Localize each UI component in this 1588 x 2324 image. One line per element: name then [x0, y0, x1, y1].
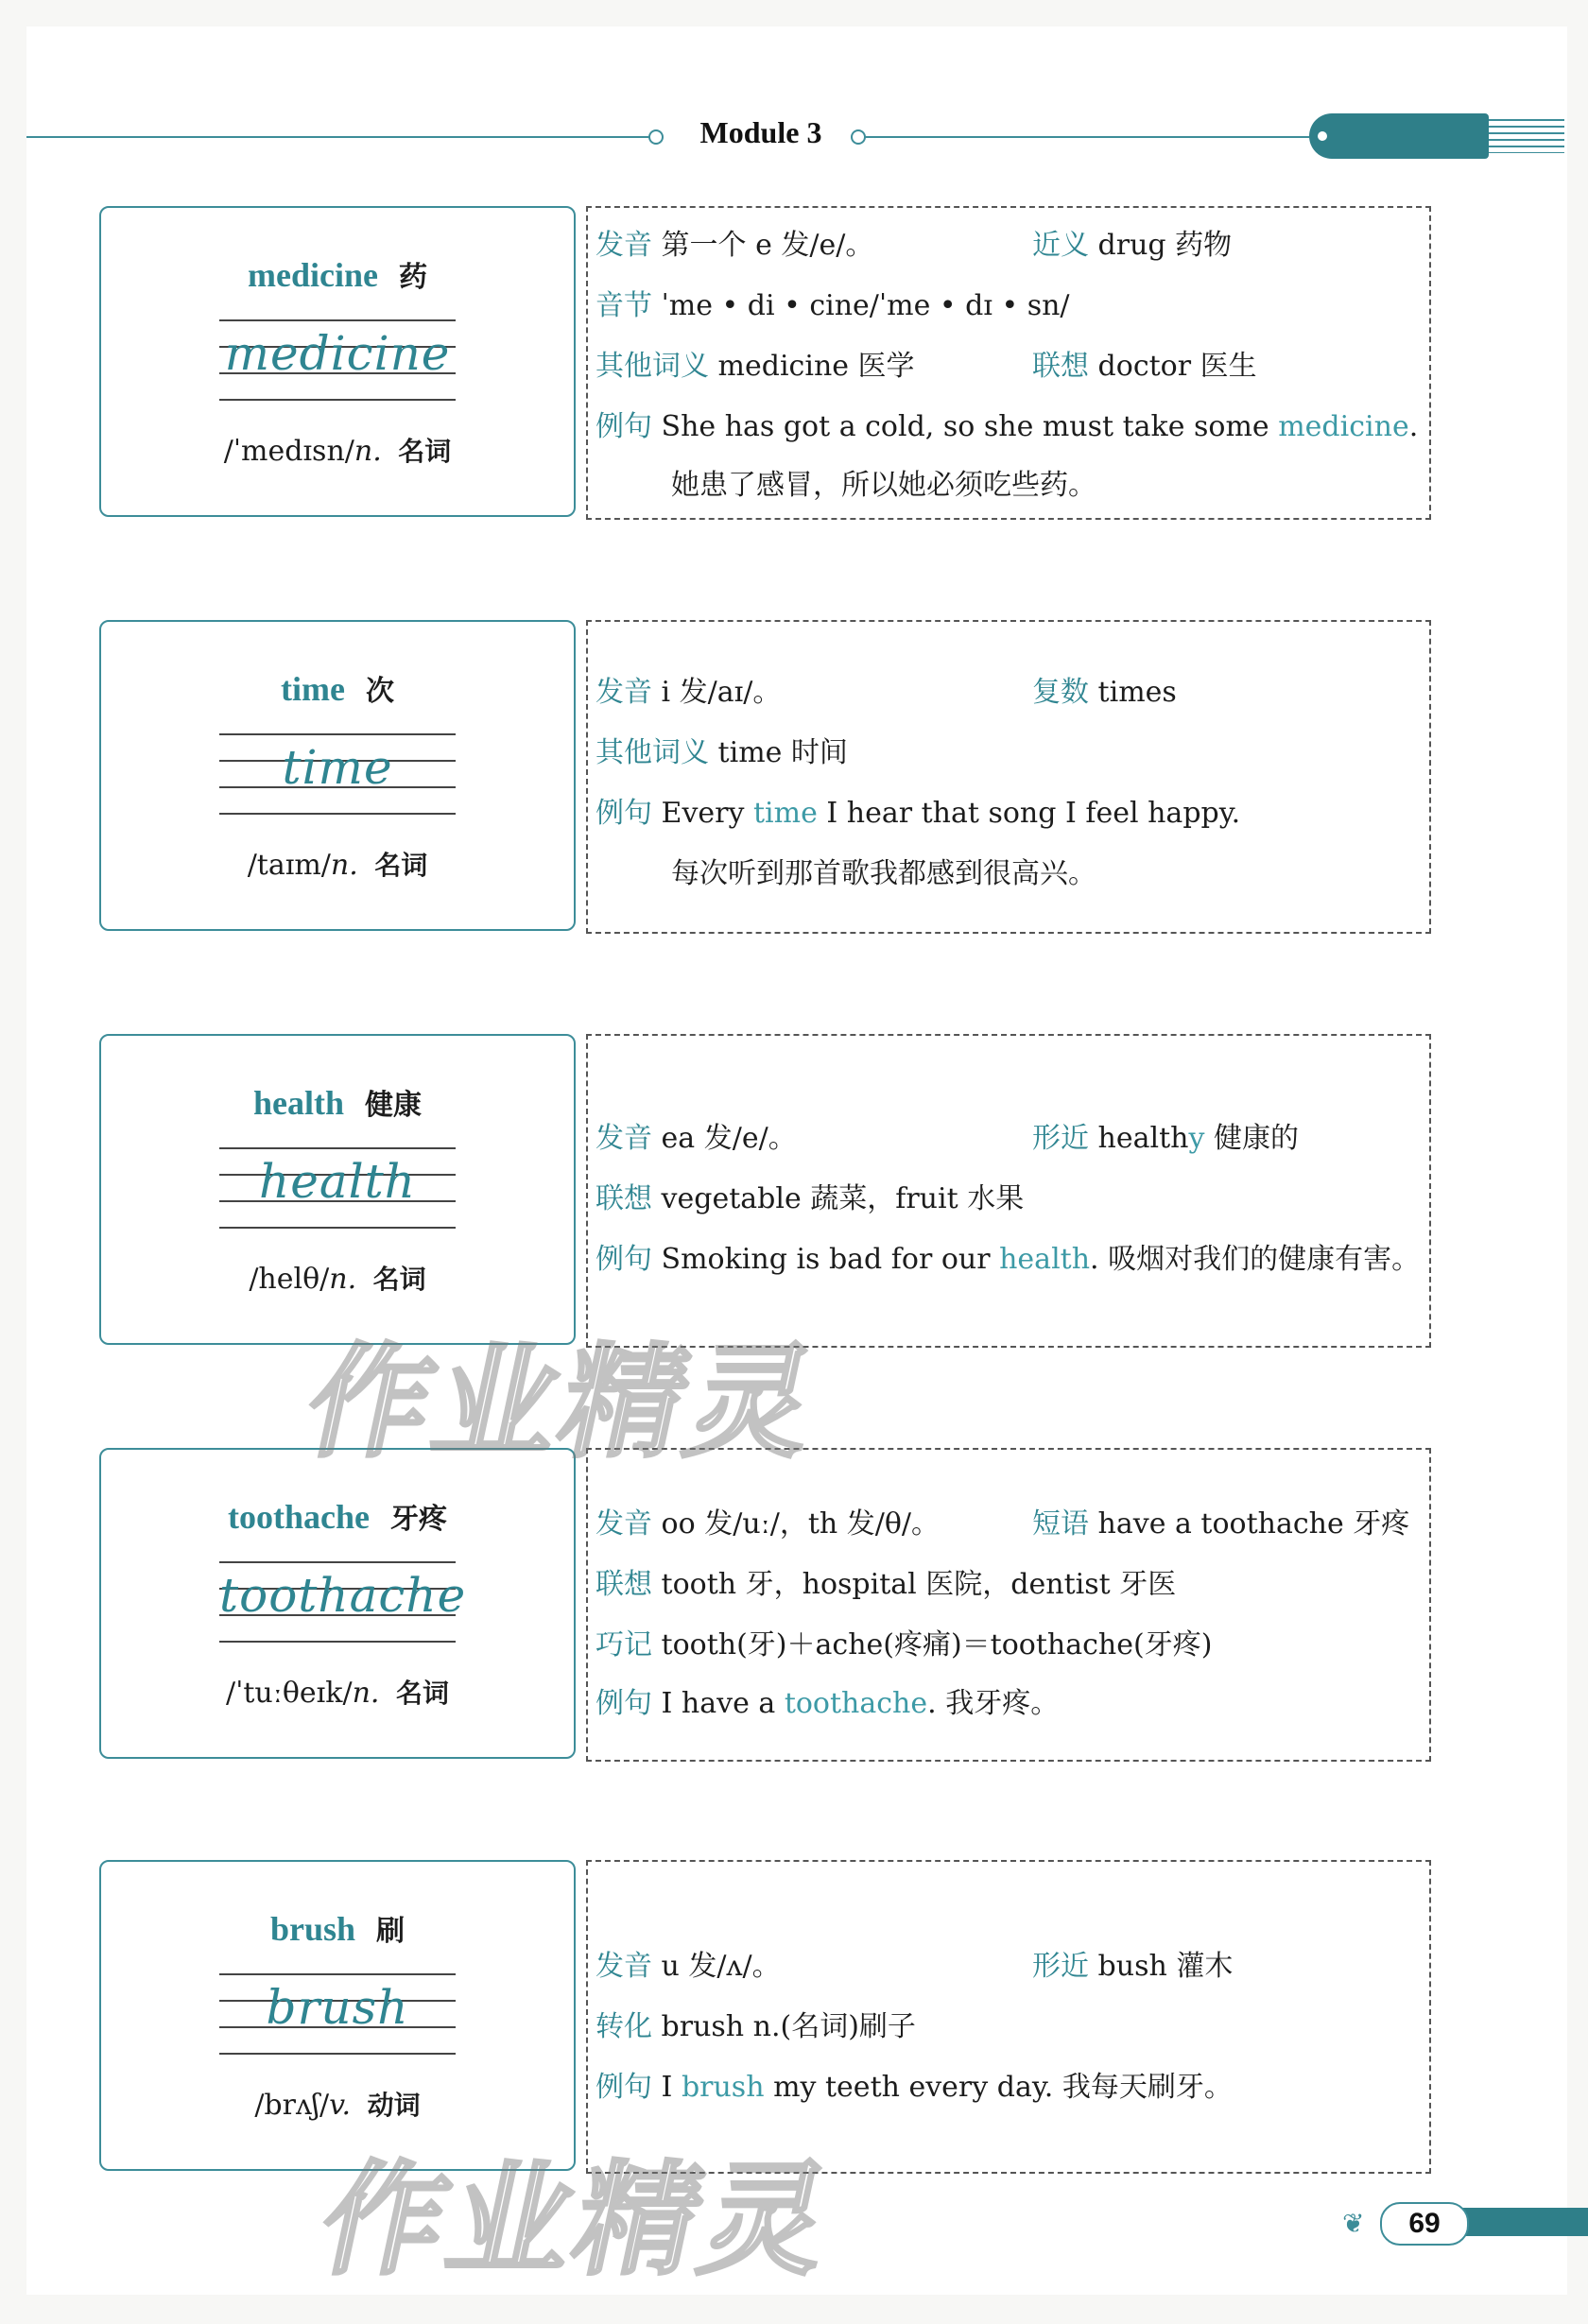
handwriting-lines [219, 733, 456, 813]
detail-row [596, 2069, 1233, 2107]
detail-label: 其他词义 [596, 350, 709, 383]
translation-text: 每次听到那首歌我都感到很高兴。 [671, 857, 1096, 890]
detail-text: times [1097, 676, 1177, 709]
headword-meaning: 牙疼 [389, 1503, 447, 1536]
word-card [99, 1448, 576, 1759]
detail-text: drug 药物 [1097, 229, 1233, 262]
headword: time [281, 670, 345, 708]
part-of-speech: n. [354, 435, 382, 468]
card-heading [101, 667, 574, 709]
detail-row [596, 408, 1418, 446]
detail-label: 例句 [596, 1243, 652, 1276]
example-translation [671, 467, 1096, 505]
detail-text-pre: Smoking is bad for our [661, 1243, 1000, 1276]
detail-text-post: I hear that song I feel happy. [817, 797, 1241, 830]
phonetic: /taɪm/ [247, 849, 331, 882]
detail-text: tooth(牙)＋ache(疼痛)＝toothache(牙疼) [661, 1628, 1213, 1661]
detail-label: 短语 [1032, 1507, 1089, 1541]
headword-meaning: 药 [398, 261, 427, 294]
header-rule-left [26, 136, 660, 138]
detail-text: oo 发/uː/，th 发/θ/。 [661, 1507, 941, 1541]
detail-row [596, 674, 781, 712]
detail-text-post: . [1408, 410, 1419, 443]
detail-label: 近义 [1032, 229, 1089, 262]
detail-box [586, 1034, 1431, 1348]
detail-row [596, 287, 1070, 325]
detail-label: 例句 [596, 1687, 652, 1720]
detail-text: brush n.(名词)刷子 [661, 2010, 916, 2043]
headword: medicine [248, 256, 378, 294]
detail-text-post: . 吸烟对我们的健康有害。 [1090, 1243, 1421, 1276]
header-rule-right [865, 136, 1309, 138]
header-tab-dot [1318, 131, 1327, 141]
detail-box [586, 620, 1431, 934]
handwriting-lines [219, 1147, 456, 1227]
detail-label: 例句 [596, 797, 652, 830]
handwritten-word: toothache [219, 1568, 467, 1623]
handwriting-lines [219, 319, 456, 399]
detail-text-post: my teeth every day. 我每天刷牙。 [764, 2071, 1233, 2104]
detail-row [596, 2008, 916, 2046]
card-heading [101, 253, 574, 295]
header-tab [1309, 113, 1489, 159]
detail-text: ea 发/e/。 [661, 1122, 797, 1155]
phonetic-line [101, 1259, 574, 1297]
detail-box [586, 206, 1431, 520]
detail-label: 音节 [596, 289, 652, 322]
detail-label: 发音 [596, 1507, 652, 1541]
detail-text: have a toothache 牙疼 [1097, 1507, 1410, 1541]
handwriting-lines [219, 1973, 456, 2053]
detail-text: bush 灌木 [1097, 1950, 1234, 1983]
translation-text: 她患了感冒，所以她必须吃些药。 [671, 469, 1096, 502]
detail-text-pre: Every [661, 797, 753, 830]
leaf-icon: ❦ [1342, 2208, 1365, 2239]
detail-label: 形近 [1032, 1122, 1089, 1155]
phonetic: /brʌʃ/ [254, 2089, 330, 2122]
highlighted-word: brush [681, 2071, 765, 2104]
module-title: Module 3 [699, 115, 822, 149]
headword-meaning: 刷 [376, 1915, 406, 1948]
detail-box [586, 1448, 1431, 1762]
handwritten-word: medicine [224, 326, 451, 381]
page-number-badge [1342, 2202, 1550, 2240]
detail-label: 巧记 [596, 1628, 652, 1661]
detail-label: 联想 [1032, 350, 1089, 383]
example-translation [671, 855, 1096, 893]
detail-label: 发音 [596, 229, 652, 262]
headword: health [252, 1084, 344, 1122]
detail-label: 形近 [1032, 1950, 1089, 1983]
detail-text: vegetable 蔬菜，fruit 水果 [661, 1182, 1025, 1215]
detail-row [596, 1627, 1212, 1664]
word-card [99, 620, 576, 931]
detail-row [596, 795, 1240, 833]
header-dot-right [851, 129, 866, 145]
detail-row [596, 1180, 1024, 1218]
part-of-speech-label: 名词 [372, 1264, 426, 1295]
highlighted-word: medicine [1278, 410, 1409, 443]
detail-label: 例句 [596, 2071, 652, 2104]
card-heading [101, 1907, 574, 1949]
headword: brush [269, 1910, 356, 1948]
detail-row [596, 1506, 940, 1543]
detail-text: medicine 医学 [717, 350, 915, 383]
detail-row [596, 1120, 797, 1158]
part-of-speech-label: 名词 [398, 436, 452, 467]
detail-text: 第一个 e 发/e/。 [661, 229, 874, 262]
phonetic-line [101, 431, 574, 469]
headword-meaning: 健康 [365, 1089, 422, 1122]
detail-text: ˈme • di • cine/ˈme • dɪ • sn/ [661, 289, 1070, 322]
part-of-speech-label: 名词 [374, 850, 428, 881]
highlighted-word: time [752, 797, 818, 830]
phonetic-line [101, 1673, 574, 1711]
handwritten-word: time [282, 740, 393, 795]
detail-row [596, 348, 915, 386]
detail-row [596, 734, 848, 772]
detail-text-post: . 我牙疼。 [927, 1687, 1060, 1720]
detail-row [1032, 1120, 1299, 1158]
detail-row [596, 1241, 1420, 1279]
part-of-speech: n. [352, 1677, 380, 1710]
handwriting-lines [219, 1561, 467, 1641]
headword: toothache [228, 1498, 370, 1536]
detail-row [1032, 348, 1257, 386]
detail-row [1032, 1506, 1409, 1543]
detail-text-post: 健康的 [1204, 1122, 1299, 1155]
phonetic: /helθ/ [249, 1263, 330, 1296]
watermark: 作业精灵 [308, 2148, 846, 2292]
detail-row [596, 1685, 1059, 1723]
handwritten-word: health [259, 1154, 416, 1209]
part-of-speech: v. [329, 2089, 352, 2122]
detail-row [596, 227, 873, 265]
detail-text: doctor 医生 [1097, 350, 1257, 383]
header-stripes [1489, 119, 1564, 153]
detail-row [1032, 227, 1232, 265]
detail-text-pre: health [1097, 1122, 1189, 1155]
phonetic: /ˈmedɪsn/ [223, 435, 354, 468]
highlighted-word: y [1188, 1122, 1205, 1155]
detail-text: u 发/ʌ/。 [661, 1950, 781, 1983]
detail-text-pre: She has got a cold, so she must take some [661, 410, 1279, 443]
detail-row [596, 1948, 781, 1986]
phonetic-line [101, 2085, 574, 2123]
detail-label: 发音 [596, 1122, 652, 1155]
watermark: 作业精灵 [294, 1331, 832, 1474]
detail-text: tooth 牙，hospital 医院，dentist 牙医 [661, 1568, 1177, 1601]
detail-label: 复数 [1032, 676, 1089, 709]
headword-meaning: 次 [365, 675, 394, 708]
part-of-speech: n. [330, 849, 358, 882]
part-of-speech: n. [329, 1263, 357, 1296]
detail-label: 其他词义 [596, 736, 709, 769]
detail-row [1032, 1948, 1233, 1986]
part-of-speech-label: 名词 [395, 1678, 449, 1709]
highlighted-word: toothache [784, 1687, 928, 1720]
detail-label: 例句 [596, 410, 652, 443]
phonetic: /ˈtuːθeɪk/ [226, 1677, 353, 1710]
detail-text: i 发/aɪ/。 [661, 676, 782, 709]
detail-row [1032, 674, 1177, 712]
detail-label: 联想 [596, 1182, 652, 1215]
detail-label: 发音 [596, 1950, 652, 1983]
detail-label: 联想 [596, 1568, 652, 1601]
detail-text-pre: I [661, 2071, 682, 2104]
card-heading [101, 1495, 574, 1537]
detail-label: 转化 [596, 2010, 652, 2043]
detail-text-pre: I have a [661, 1687, 785, 1720]
detail-label: 发音 [596, 676, 652, 709]
detail-row [596, 1566, 1176, 1604]
page-number: 69 [1380, 2202, 1469, 2246]
card-heading [101, 1081, 574, 1123]
word-card [99, 1034, 576, 1345]
detail-text: time 时间 [717, 736, 848, 769]
phonetic-line [101, 845, 574, 883]
word-card [99, 206, 576, 517]
part-of-speech-label: 动词 [367, 2090, 421, 2121]
highlighted-word: health [999, 1243, 1091, 1276]
handwritten-word: brush [266, 1980, 409, 2035]
